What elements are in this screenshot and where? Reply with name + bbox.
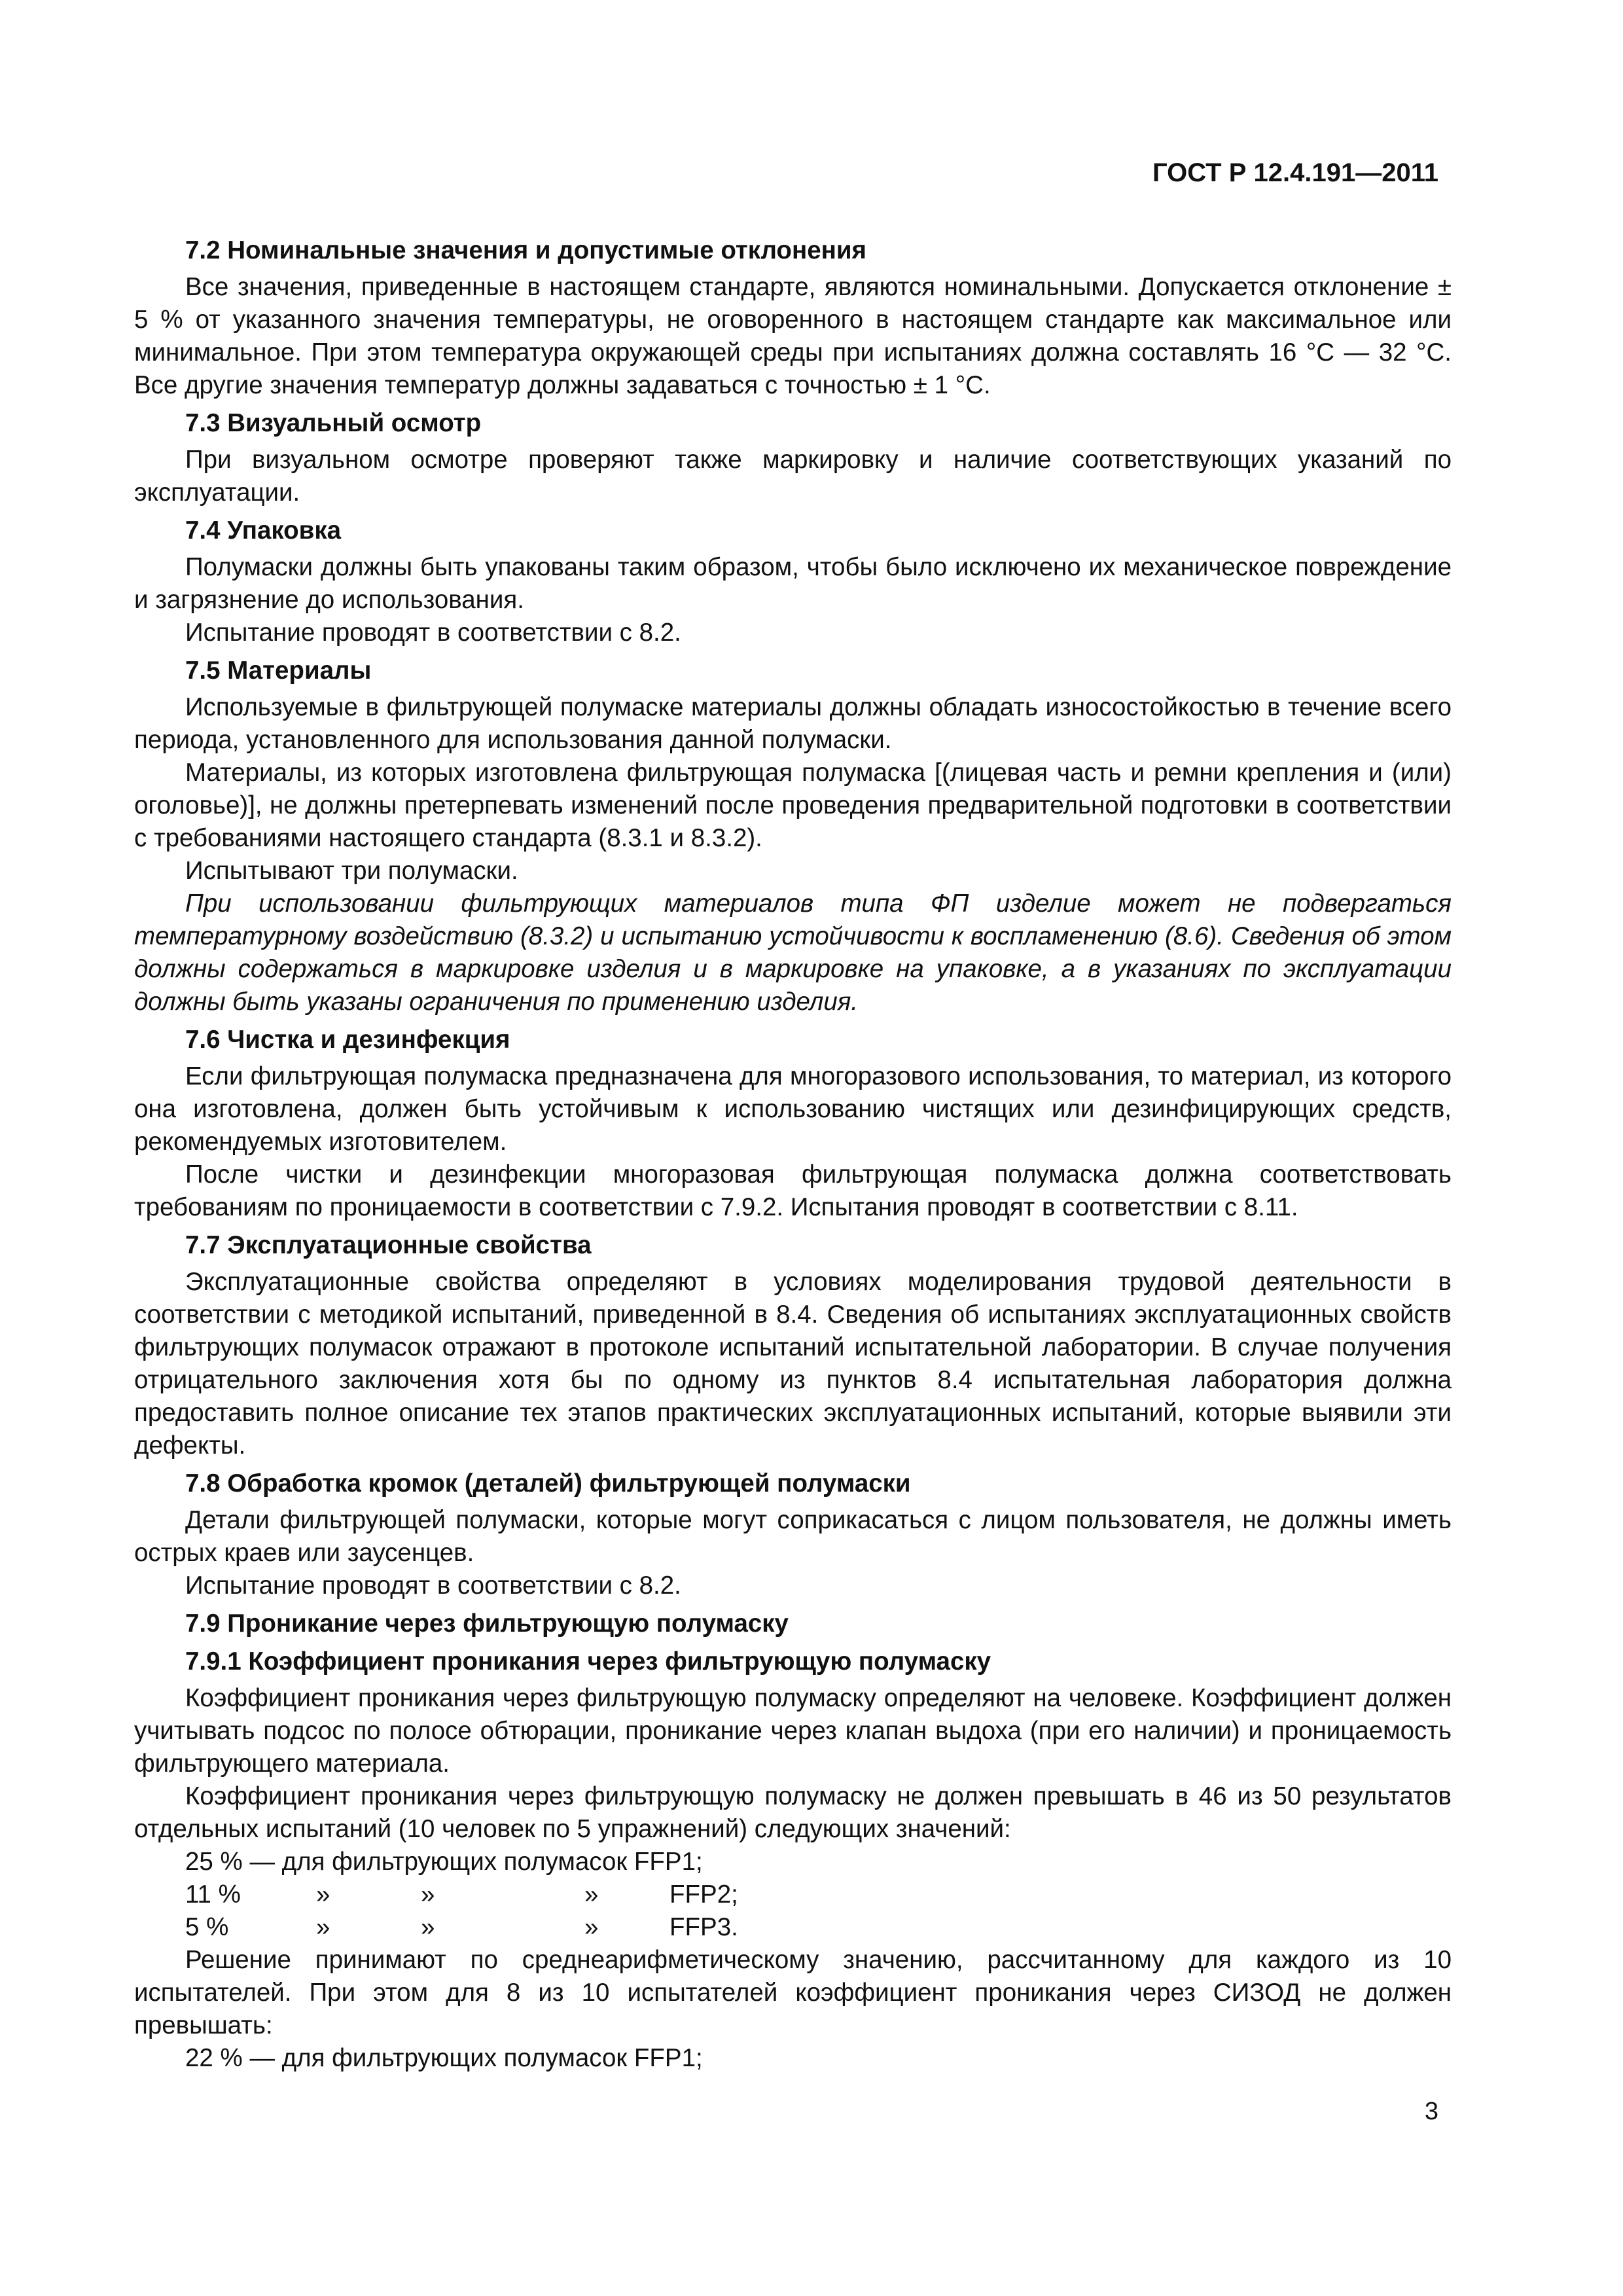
paragraph: Испытание проводят в соответствии с 8.2. [185, 619, 681, 647]
section-heading-7-3: 7.3 Визуальный осмотр [185, 409, 482, 437]
paragraph: Решение принимают по среднеарифметическому значению, рассчитанному для каждого из 10 испытателей. При этом для 8 из 10 испытателей коэффициент проникания через СИЗОД не должен превышать: [134, 1946, 1452, 2039]
document-code: ГОСТ Р 12.4.191—2011 [1152, 158, 1438, 187]
paragraph: Если фильтрующая полумаска предназначена для многоразового использования, то материал, из которого она изготовлена, должен быть устойчивым к использованию чистящих или дезинфицирующих средств, рекомендуемых изготовителем. [134, 1062, 1452, 1156]
paragraph: Испытывают три полумаски. [185, 857, 518, 885]
paragraph: Испытание проводят в соответствии с 8.2. [185, 1571, 681, 1600]
list-item: 5 % » » » FFP3. [185, 1913, 738, 1941]
paragraph: Все значения, приведенные в настоящем стандарте, являются номинальными. Допускается отклонение ± 5 % от указанного значения температуры, не оговоренного в настоящем стандарте как максимальное или минимальное. При этом температура окружающей среды при испытаниях должна составлять 16 °C — 32 °C. Все другие значения температур должны задаваться с точностью ± 1 °C. [134, 273, 1452, 399]
section-heading-7-4: 7.4 Упаковка [185, 516, 341, 545]
paragraph: Используемые в фильтрующей полумаске материалы должны обладать износостойкостью в течение всего периода, установленного для использования данной полумаски. [134, 693, 1452, 754]
page-body [134, 229, 1452, 2075]
section-heading-7-9-1: 7.9.1 Коэффициент проникания через фильтрующую полумаску [185, 1647, 991, 1676]
list-item: 11 % » » » FFP2; [185, 1880, 738, 1909]
page-number: 3 [1424, 2098, 1438, 2125]
paragraph: Коэффициент проникания через фильтрующую полумаску не должен превышать в 46 из 50 результатов отдельных испытаний (10 человек по 5 упражнений) следующих значений: [134, 1782, 1452, 1843]
section-heading-7-9: 7.9 Проникание через фильтрующую полумаску [185, 1609, 789, 1638]
section-heading-7-2: 7.2 Номинальные значения и допустимые отклонения [185, 236, 867, 264]
section-heading-7-5: 7.5 Материалы [185, 656, 372, 685]
list-item: 25 % — для фильтрующих полумасок FFP1; [185, 1848, 703, 1876]
section-heading-7-7: 7.7 Эксплуатационные свойства [185, 1231, 592, 1259]
paragraph: 22 % — для фильтрующих полумасок FFP1; [185, 2044, 703, 2072]
section-heading-7-6: 7.6 Чистка и дезинфекция [185, 1026, 510, 1054]
paragraph: Детали фильтрующей полумаски, которые могут соприкасаться с лицом пользователя, не должны иметь острых краев или заусенцев. [134, 1506, 1452, 1567]
penetration-limits-list [134, 1846, 1452, 1944]
paragraph: Материалы, из которых изготовлена фильтрующая полумаска [(лицевая часть и ремни крепления и (или) оголовье)], не должны претерпевать изменений после проведения предварительной подготовки в соответствии с требованиями настоящего стандарта (8.3.1 и 8.3.2). [134, 759, 1452, 852]
italic-note: При использовании фильтрующих материалов типа ФП изделие может не подвергаться температурному воздействию (8.3.2) и испытанию устойчивости к воспламенению (8.6). Сведения об этом должны содержаться в маркировке изделия и в маркировке на упаковке, а в указаниях по эксплуатации должны быть указаны ограничения по применению изделия. [134, 889, 1452, 1016]
paragraph: Эксплуатационные свойства определяют в условиях моделирования трудовой деятельности в соответствии с методикой испытаний, приведенной в 8.4. Сведения об испытаниях эксплуатационных свойств фильтрующих полумасок отражают в протоколе испытаний испытательной лаборатории. В случае получения отрицательного заключения хотя бы по одному из пунктов 8.4 испытательная лаборатория должна предоставить полное описание тех этапов практических эксплуатационных испытаний, которые выявили эти дефекты. [134, 1268, 1452, 1460]
paragraph: Коэффициент проникания через фильтрующую полумаску определяют на человеке. Коэффициент должен учитывать подсос по полосе обтюрации, проникание через клапан выдоха (при его наличии) и проницаемость фильтрующего материала. [134, 1684, 1452, 1778]
section-heading-7-8: 7.8 Обработка кромок (деталей) фильтрующей полумаски [185, 1469, 911, 1498]
paragraph: Полумаски должны быть упакованы таким образом, чтобы было исключено их механическое повреждение и загрязнение до использования. [134, 553, 1452, 614]
paragraph: При визуальном осмотре проверяют также маркировку и наличие соответствующих указаний по эксплуатации. [134, 446, 1452, 507]
paragraph: После чистки и дезинфекции многоразовая фильтрующая полумаска должна соответствовать требованиям по проницаемости в соответствии с 7.9.2. Испытания проводят в соответствии с 8.11. [134, 1160, 1452, 1221]
